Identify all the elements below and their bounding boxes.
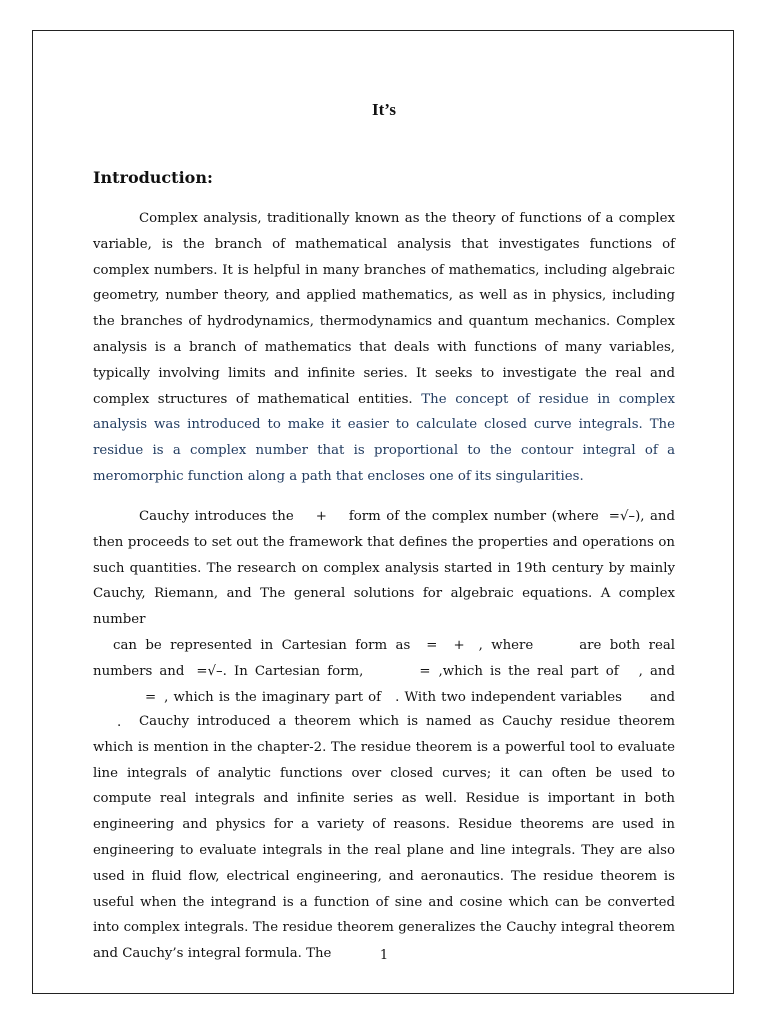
text-segment: can be represented in Cartesian form as	[113, 637, 411, 653]
paragraph-text: Cauchy introduced a theorem which is named as Cauchy residue theorem which is mention in the chapter-2. The residue theorem is a powerful tool to evaluate line integrals of analytic functions over closed curves; it can often be used to compute real integrals and infinite series as well. Residue is important in both engineering and physics for a variety of reasons. Residue theorems are used in engineering to evaluate integrals in the real plane and line integrals. They are also used in fluid flow, electrical engineering, and aeronautics. The residue theorem is useful when the integrand is a function of sine and cosine which can be converted into complex integrals. The residue theorem generalizes the Cauchy integral theorem and Cauchy’s integral formula. The	[93, 714, 675, 962]
math-symbol: =	[196, 663, 208, 679]
math-symbol: +	[315, 509, 327, 524]
section-heading-introduction: Introduction:	[93, 168, 213, 187]
text-segment: . In Cartesian form,	[222, 663, 364, 679]
text-segment: .	[117, 715, 122, 731]
page-number: 1	[379, 948, 389, 963]
paragraph-text: Complex analysis, traditionally known as the theory of functions of a complex variable, is the branch of mathematical analysis that investigates functions of complex numbers. It is helpful in many branches of mathematics, including algebraic geometry, number theory, and applied mathematics, as well as in physics, including the branches of hydrodynamics, thermodynamics and quantum mechanics. Complex analysis is a branch of mathematics that deals with functions of many variables, typically involving limits and infinite series. It seeks to investigate the real and complex structures of mathematical entities.	[93, 211, 675, 407]
paragraph-introduction	[93, 206, 675, 490]
highlighted-text: The concept of residue in complex analysis was introduced to make it easier to calculate closed curve integrals. The residue is a complex number that is proportional to the contour integral of a meromorphic function along a path that encloses one of its singularities.	[93, 391, 675, 484]
paragraph-cauchy-form	[93, 504, 675, 736]
math-symbol: =	[608, 509, 620, 524]
text-segment: , which is the imaginary part of	[164, 689, 382, 705]
sqrt-symbol: √–	[619, 509, 636, 524]
text-segment: ,which is the real part of	[438, 663, 619, 679]
math-symbol: =	[145, 689, 157, 705]
math-symbol: +	[453, 637, 465, 653]
document-title: It’s	[372, 100, 396, 119]
text-segment: and	[649, 689, 675, 705]
sqrt-symbol: √–	[207, 663, 223, 679]
text-segment: ), and then proceeds to set out the framework that defines the properties and operations on such quantities. The research on complex analysis started in 19th century by mainly Cauchy, Riemann, and The general solutions for algebraic equations. A complex number	[93, 509, 675, 628]
text-segment: , and	[638, 663, 675, 679]
math-symbol: =	[419, 663, 431, 679]
text-segment: Cauchy introduces the	[139, 509, 294, 524]
text-segment: form of the complex number (where	[348, 509, 599, 524]
text-segment: are both real numbers and	[93, 637, 676, 679]
paragraph-residue-theorem	[93, 709, 675, 967]
text-segment: , where	[478, 637, 534, 653]
math-symbol: =	[426, 637, 438, 653]
text-segment: . With two independent variables	[395, 689, 622, 705]
